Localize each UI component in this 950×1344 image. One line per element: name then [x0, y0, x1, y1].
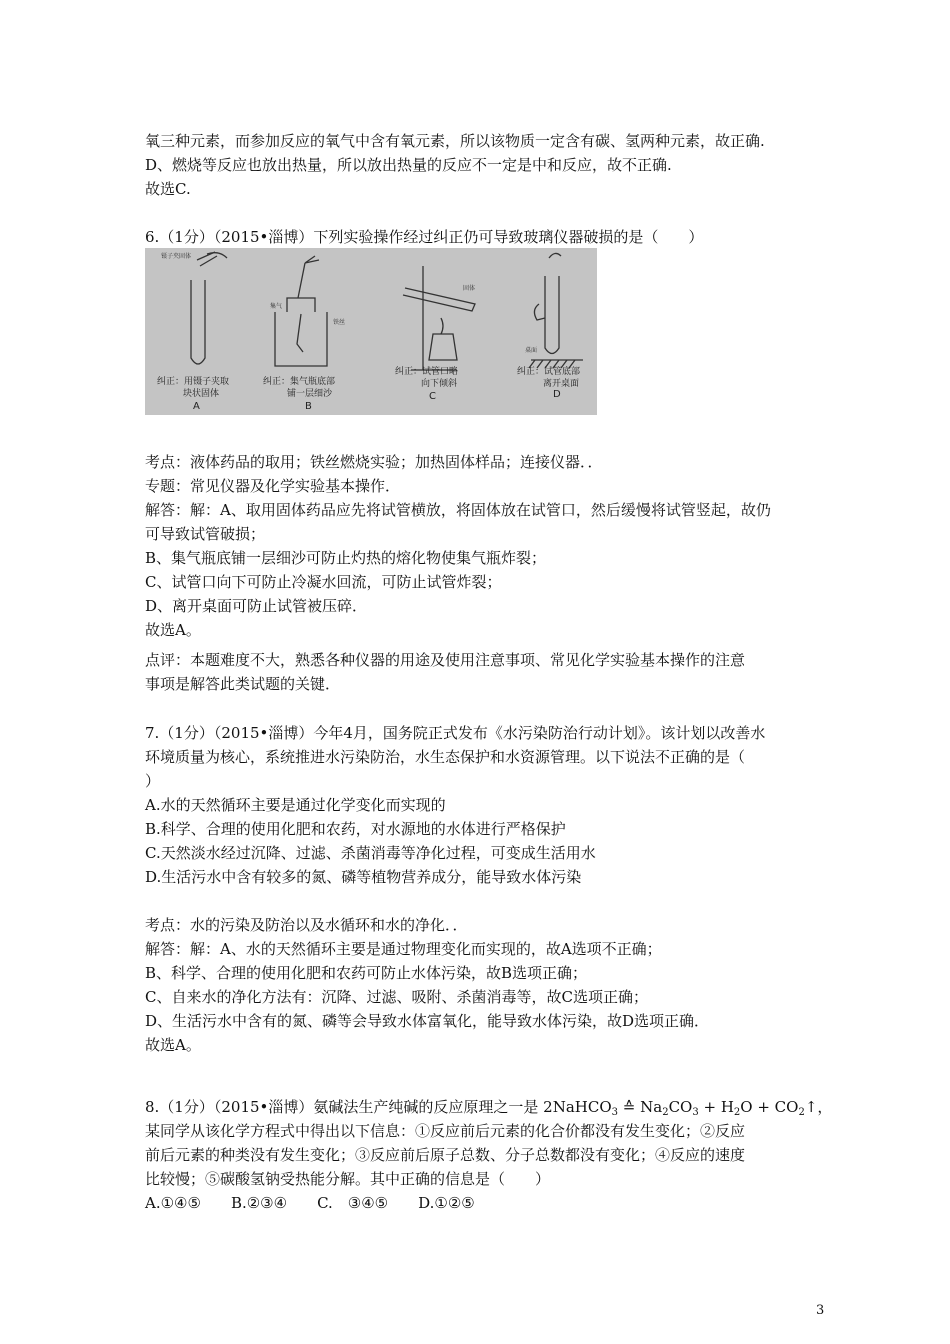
text-line: D、生活污水中含有的氮、磷等会导致水体富氧化，能导致水体污染，故D选项正确．	[145, 1012, 710, 1030]
text-line: 解答：解：A、取用固体药品应先将试管横放，将固体放在试管口，然后缓慢将试管竖起，故仍	[145, 501, 771, 519]
option-label-c: C	[429, 391, 436, 402]
text-line: 氧三种元素，而参加反应的氧气中含有氧元素，所以该物质一定含有碳、氢两种元素，故正确.	[145, 132, 765, 150]
text-line: 某同学从该化学方程式中得出以下信息：①反应前后元素的化合价都没有发生变化；②反应	[145, 1122, 746, 1140]
text-line: B、科学、合理的使用化肥和农药可防止水体污染，故B选项正确；	[145, 964, 588, 982]
text-line: 专题：常见仪器及化学实验基本操作．	[145, 477, 401, 495]
text-line: 故选A。	[145, 621, 201, 639]
figure-caption: 纠正：试管口略	[395, 367, 459, 377]
text-line: ）	[145, 772, 161, 790]
text-line: 解答：解：A、水的天然循环主要是通过物理变化而实现的，故A选项不正确；	[145, 940, 662, 958]
formula-part: CO	[668, 1098, 693, 1116]
formula-part: ↑，	[804, 1098, 833, 1116]
figure-note: 镊子夹固体	[161, 253, 192, 260]
figure-caption: 向下倾斜	[421, 379, 458, 389]
option-label-a: A	[193, 401, 200, 412]
text-line: C、自来水的净化方法有：沉降、过滤、吸附、杀菌消毒等，故C选项正确；	[145, 988, 648, 1006]
reaction-arrow: ≙ Na	[618, 1098, 663, 1116]
question-7-stem: 7.（1分）（2015•淄博）今年4月，国务院正式发布《水污染防治行动计划》。该计划以改善水	[145, 724, 766, 742]
q8-options: A.①④⑤ B.②③④ C. ③④⑤ D.①②⑤	[145, 1194, 475, 1212]
q8-prefix: 8.（1分）（2015•淄博）氨碱法生产纯碱的反应原理之一是 2NaHCO	[145, 1098, 612, 1116]
question-6-stem: 6.（1分）（2015•淄博）下列实验操作经过纠正仍可导致玻璃仪器破损的是（ ）	[145, 228, 704, 246]
subscript: 2	[798, 1107, 805, 1118]
text-line: D、离开桌面可防止试管被压碎．	[145, 597, 368, 615]
figure-note: 桌面	[525, 347, 538, 354]
option-label-d: D	[553, 389, 561, 400]
formula-part: + H	[698, 1098, 734, 1116]
figure-caption: 纠正：用镊子夹取	[157, 377, 230, 387]
text-line: C、试管口向下可防止冷凝水回流，可防止试管炸裂；	[145, 573, 502, 591]
text-line: 环境质量为核心，系统推进水污染防治，水生态保护和水资源管理。以下说法不正确的是（	[145, 748, 746, 766]
text-line: 考点：水的污染及防治以及水循环和水的净化．．	[145, 916, 468, 934]
option-d: D.生活污水中含有较多的氮、磷等植物营养成分，能导致水体污染	[145, 868, 582, 886]
text-line: 考点：液体药品的取用；铁丝燃烧实验；加热固体样品；连接仪器．．	[145, 453, 603, 471]
option-b: B.科学、合理的使用化肥和农药，对水源地的水体进行严格保护	[145, 820, 566, 838]
text-line: 前后元素的种类没有发生变化；③反应前后原子总数、分子总数都没有变化；④反应的速度	[145, 1146, 746, 1164]
page-number: 3	[816, 1303, 825, 1318]
figure-caption: 铺一层细沙	[287, 389, 333, 399]
figure-note: 铁丝	[333, 319, 346, 326]
subscript: 3	[692, 1107, 699, 1118]
figure-note: 集气	[270, 303, 283, 310]
question-6-figure	[145, 248, 597, 415]
text-line: 故选A。	[145, 1036, 201, 1054]
text-line: 比较慢；⑤碳酸氢钠受热能分解。其中正确的信息是（ ）	[145, 1170, 551, 1188]
text-line: 点评：本题难度不大，熟悉各种仪器的用途及使用注意事项、常见化学实验基本操作的注意	[145, 651, 746, 669]
formula-part: O + CO	[740, 1098, 799, 1116]
figure-caption: 块状固体	[183, 389, 220, 399]
figure-caption: 离开桌面	[543, 379, 580, 389]
option-a: A.水的天然循环主要是通过化学变化而实现的	[145, 796, 446, 814]
subscript: 2	[733, 1107, 741, 1118]
option-label-b: B	[305, 401, 312, 412]
figure-caption: 纠正：试管底部	[517, 367, 581, 377]
text-line: 可导致试管破损；	[145, 525, 266, 543]
figure-caption: 纠正：集气瓶底部	[263, 377, 336, 387]
subscript: 2	[662, 1107, 669, 1118]
text-line: D、燃烧等反应也放出热量，所以放出热量的反应不一定是中和反应，故不正确.	[145, 156, 672, 174]
subscript: 3	[611, 1107, 618, 1118]
text-line: 事项是解答此类试题的关键．	[145, 675, 341, 693]
option-c: C.天然淡水经过沉降、过滤、杀菌消毒等净化过程，可变成生活用水	[145, 844, 596, 862]
figure-note: 固体	[463, 285, 476, 292]
question-8-stem	[145, 1097, 832, 1123]
text-line: B、集气瓶底铺一层细沙可防止灼热的熔化物使集气瓶炸裂；	[145, 549, 547, 567]
text-line: 故选C.	[145, 180, 191, 198]
